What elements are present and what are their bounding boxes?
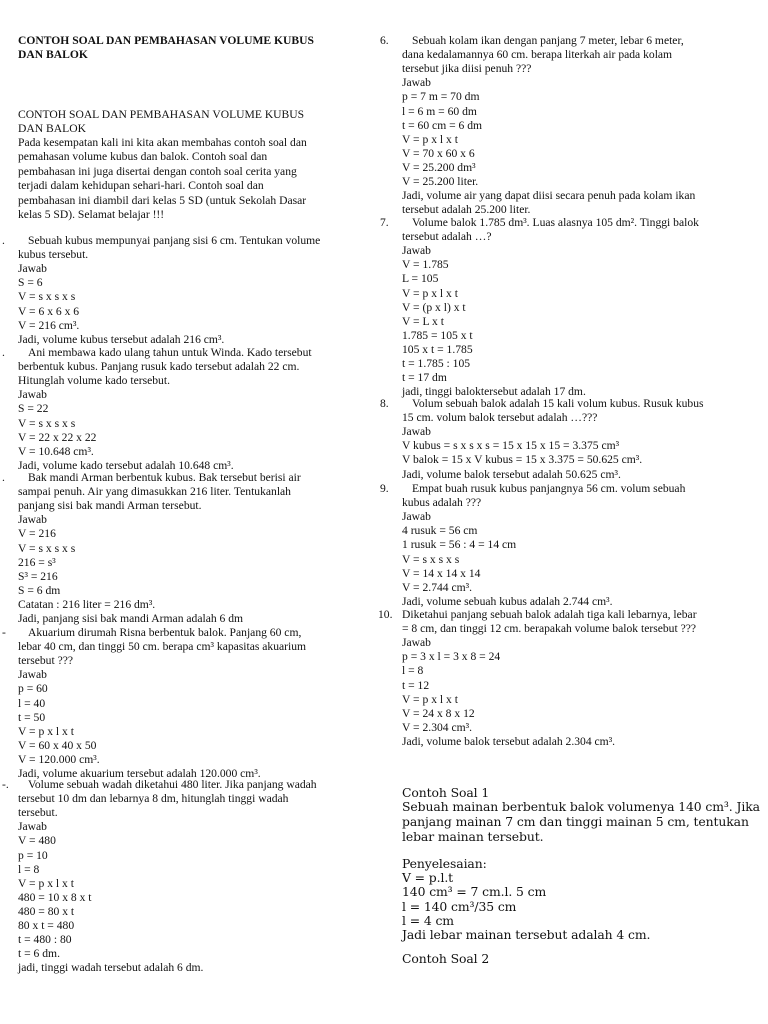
q6-line: V = 70 x 60 x 6 (402, 146, 475, 160)
intro-line: terjadi dalam kehidupan sehari-hari. Contoh soal dan (18, 179, 264, 193)
q3-line: Bak mandi Arman berbentuk kubus. Bak tersebut berisi air (28, 471, 301, 484)
q2-line: berbentuk kubus. Panjang rusuk kado tersebut adalah 22 cm. (18, 360, 300, 374)
q2-line: Ani membawa kado ulang tahun untuk Winda. Kado tersebut (28, 346, 312, 359)
contoh-1-line: panjang mainan 7 cm dan tinggi mainan 5 cm, tentukan (402, 814, 749, 829)
q2-line: Jawab (18, 388, 47, 402)
q3-line: V = 216 (18, 527, 56, 541)
solution-line: V = p.l.t (402, 870, 454, 885)
q3-line: S³ = 216 (18, 569, 58, 583)
q7-line: 105 x t = 1.785 (402, 342, 473, 356)
q9-line: 4 rusuk = 56 cm (402, 524, 478, 538)
q9-line: 1 rusuk = 56 : 4 = 14 cm (402, 538, 517, 552)
solution-line: l = 140 cm³/35 cm (402, 898, 517, 914)
q4-line: Akuarium dirumah Risna berbentuk balok. Panjang 60 cm, (28, 626, 302, 639)
q3-line: sampai penuh. Air yang dimasukkan 216 liter. Tentukanlah (18, 485, 291, 499)
q5-line: Volume sebuah wadah diketahui 480 liter. Jika panjang wadah (28, 778, 317, 791)
q1-line: V = s x s x s (18, 290, 76, 304)
q6-line: Jawab (402, 76, 431, 90)
q5-line: V = 480 (18, 834, 56, 848)
q9-line: V = 14 x 14 x 14 (402, 566, 481, 580)
q5-line: 480 = 10 x 8 x t (18, 890, 92, 904)
q9-line: Jawab (402, 510, 431, 524)
q2-line: V = 10.648 cm³. (18, 444, 94, 458)
q8-line: Jawab (402, 425, 431, 439)
q6-line: V = 25.200 dm³ (402, 160, 476, 174)
intro-line: pembahasan ini diambil dari kelas 5 SD (untuk Sekolah Dasar (18, 193, 307, 207)
q1-line: S = 6 (18, 276, 43, 290)
q4-line: V = 60 x 40 x 50 (18, 738, 97, 752)
q10-line: Jawab (402, 636, 431, 650)
question-number: . (2, 471, 5, 484)
q6-line: V = 25.200 liter. (402, 175, 479, 188)
question-number: 8. (380, 397, 389, 410)
q5-line: V = p x l x t (18, 876, 74, 890)
solution-line: Jadi lebar mainan tersebut adalah 4 cm. (402, 927, 651, 943)
q4-line: p = 60 (18, 682, 48, 696)
q2-line: S = 22 (18, 402, 49, 416)
q5-line: 480 = 80 x t (18, 904, 75, 918)
q4-line: l = 40 (18, 696, 46, 710)
q8-line: Jadi, volume balok tersebut adalah 50.625 cm³. (402, 467, 621, 481)
q3-line: Jawab (18, 513, 47, 527)
q7-line: V = 1.785 (402, 258, 449, 272)
q1-line: V = 216 cm³. (18, 318, 80, 332)
q6-line: tersebut jika diisi penuh ??? (402, 62, 532, 76)
q2-line: V = 22 x 22 x 22 (18, 430, 97, 444)
solution-heading: Penyelesaian: (402, 856, 487, 871)
q9-line: V = s x s x s (402, 552, 460, 566)
q1-line: Jadi, volume kubus tersebut adalah 216 cm³. (18, 332, 225, 346)
intro-line: pemahasan volume kubus dan balok. Contoh soal dan (18, 150, 268, 164)
q5-line: t = 480 : 80 (18, 933, 72, 947)
q7-line: tersebut adalah …? (402, 230, 492, 244)
q3-line: V = s x s x s (18, 541, 76, 555)
q5-line: 80 x t = 480 (18, 919, 75, 932)
question-number: 7. (380, 216, 389, 229)
q9-line: Jadi, volume sebuah kubus adalah 2.744 cm³. (402, 594, 613, 608)
q7-line: 1.785 = 105 x t (402, 328, 473, 342)
q6-line: t = 60 cm = 6 dm (402, 118, 483, 132)
q10-line: Diketahui panjang sebuah balok adalah tiga kali lebarnya, lebar (402, 608, 697, 621)
question-number: - (2, 626, 6, 639)
intro-heading-line-1: CONTOH SOAL DAN PEMBAHASAN VOLUME KUBUS (18, 108, 305, 121)
q7-line: t = 1.785 : 105 (402, 357, 471, 370)
intro-line: kelas 5 SD). Selamat belajar !!! (18, 208, 165, 221)
q9-line: V = 2.744 cm³. (402, 580, 473, 594)
question-number: . (2, 234, 5, 247)
q8-line: V kubus = s x s x s = 15 x 15 x 15 = 3.375 cm³ (402, 439, 620, 453)
q4-line: Jawab (18, 668, 47, 682)
q7-line: V = p x l x t (402, 286, 458, 300)
question-number: 10. (378, 608, 393, 621)
q10-line: t = 12 (402, 678, 430, 692)
q6-line: dana kedalamannya 60 cm. berapa literkah air pada kolam (402, 48, 673, 62)
q6-line: l = 6 m = 60 dm (402, 104, 477, 118)
intro-line: Pada kesempatan kali ini kita akan membahas contoh soal dan (18, 136, 307, 149)
contoh-1-line: lebar mainan tersebut. (402, 829, 544, 844)
q1-line: Sebuah kubus mempunyai panjang sisi 6 cm. Tentukan volume (28, 234, 321, 247)
q1-line: V = 6 x 6 x 6 (18, 304, 80, 318)
q3-line: S = 6 dm (18, 583, 61, 597)
intro-line: pembahasan ini juga disertai dengan contoh soal cerita yang (18, 164, 297, 178)
doc-title-line-2: DAN BALOK (18, 48, 88, 61)
question-number: 6. (380, 34, 389, 47)
q5-line: p = 10 (18, 848, 48, 862)
q5-line: l = 8 (18, 862, 40, 876)
q5-line: jadi, tinggi wadah tersebut adalah 6 dm. (18, 961, 204, 975)
question-number: . (2, 346, 5, 359)
q10-line: V = 2.304 cm³. (402, 720, 473, 734)
q4-line: V = p x l x t (18, 724, 74, 738)
q7-line: jadi, tinggi baloktersebut adalah 17 dm. (402, 385, 586, 399)
q7-line: L = 105 (402, 272, 439, 286)
q8-line: Volum sebuah balok adalah 15 kali volum kubus. Rusuk kubus (412, 397, 704, 410)
q1-line: kubus tersebut. (18, 248, 89, 262)
q10-line: p = 3 x l = 3 x 8 = 24 (402, 650, 501, 664)
q7-line: V = (p x l) x t (402, 300, 466, 314)
q10-line: V = p x l x t (402, 692, 458, 706)
q6-line: Jadi, volume air yang dapat diisi secara penuh pada kolam ikan (402, 189, 696, 203)
q5-line: t = 6 dm. (18, 947, 60, 961)
contoh-2-heading: Contoh Soal 2 (402, 951, 490, 966)
question-number: 9. (380, 482, 389, 495)
q3-line: panjang sisi bak mandi Arman tersebut. (18, 499, 202, 513)
q3-line: Jadi, panjang sisi bak mandi Arman adalah 6 dm (18, 612, 244, 625)
q3-line: 216 = s³ (18, 555, 56, 569)
q2-line: V = s x s x s (18, 416, 76, 430)
q8-line: 15 cm. volum balok tersebut adalah …??? (402, 411, 598, 425)
q10-line: Jadi, volume balok tersebut adalah 2.304 cm³. (402, 734, 616, 748)
q5-line: tersebut. (18, 806, 58, 820)
q4-line: tersebut ??? (18, 654, 74, 668)
contoh-1-line: Sebuah mainan berbentuk balok volumenya 140 cm³. Jika (402, 799, 760, 814)
solution-line: 140 cm³ = 7 cm.l. 5 cm (402, 884, 547, 900)
q1-line: Jawab (18, 262, 47, 276)
q7-line: t = 17 dm (402, 371, 447, 385)
q5-line: tersebut 10 dm dan lebarnya 8 dm, hitunglah tinggi wadah (18, 792, 289, 806)
q8-line: V balok = 15 x V kubus = 15 x 3.375 = 50.625 cm³. (402, 453, 643, 467)
q4-line: lebar 40 cm, dan tinggi 50 cm. berapa cm³ kapasitas akuarium (18, 640, 307, 654)
q10-line: = 8 cm, dan tinggi 12 cm. berapakah volume balok tersebut ??? (402, 622, 697, 636)
q6-line: Sebuah kolam ikan dengan panjang 7 meter, lebar 6 meter, (412, 34, 684, 47)
q7-line: V = L x t (402, 314, 444, 328)
solution-line: l = 4 cm (402, 912, 454, 928)
doc-title-line-1: CONTOH SOAL DAN PEMBAHASAN VOLUME KUBUS (18, 34, 314, 47)
q3-line: Catatan : 216 liter = 216 dm³. (18, 597, 156, 611)
q7-line: Volume balok 1.785 dm³. Luas alasnya 105 dm². Tinggi balok (412, 216, 699, 229)
intro-heading-line-2: DAN BALOK (18, 122, 86, 135)
question-number: -. (2, 778, 9, 791)
q10-line: l = 8 (402, 664, 424, 678)
q7-line: Jawab (402, 244, 431, 258)
q9-line: Empat buah rusuk kubus panjangnya 56 cm. volum sebuah (412, 482, 686, 495)
q4-line: Jadi, volume akuarium tersebut adalah 120.000 cm³. (18, 767, 261, 780)
q5-line: Jawab (18, 820, 47, 834)
q2-line: Hitunglah volume kado tersebut. (18, 374, 170, 388)
contoh-1-heading: Contoh Soal 1 (402, 785, 490, 800)
q10-line: V = 24 x 8 x 12 (402, 706, 475, 720)
q9-line: kubus adalah ??? (402, 496, 482, 510)
q6-line: V = p x l x t (402, 132, 458, 146)
q4-line: t = 50 (18, 710, 46, 724)
q6-line: tersebut adalah 25.200 liter. (402, 203, 531, 217)
q2-line: Jadi, volume kado tersebut adalah 10.648 cm³. (18, 458, 234, 472)
q6-line: p = 7 m = 70 dm (402, 90, 480, 104)
q4-line: V = 120.000 cm³. (18, 752, 100, 766)
